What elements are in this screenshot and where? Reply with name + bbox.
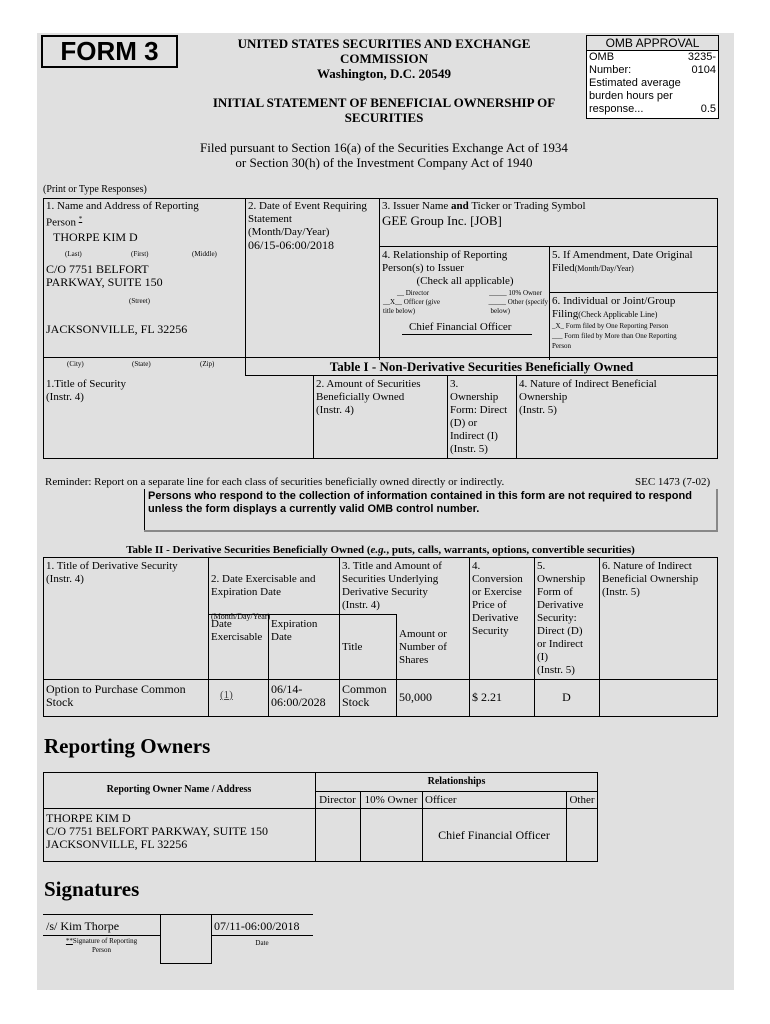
omb-response-value: 0.5 — [700, 103, 716, 115]
omb-burden: burden hours per — [589, 90, 673, 102]
middle-label: (Middle) — [192, 250, 217, 258]
derivative-security-value: Option to Purchase Common Stock — [46, 682, 186, 709]
form-title: FORM 3 — [41, 35, 178, 68]
persons-notice: Persons who respond to the collection of information contained in this form are not required to respond unless the form displays a currently valid OMB control number. — [144, 489, 718, 531]
box4-label2: Person(s) to Issuer — [382, 262, 464, 274]
omb-title: OMB APPROVAL — [587, 36, 718, 51]
agency-line2: COMMISSION — [339, 51, 429, 66]
underlying-amount-value: 50,000 — [399, 690, 432, 704]
last-label: (Last) — [65, 250, 82, 258]
omb-number-part1: 3235- — [687, 51, 716, 63]
filed-pursuant — [147, 140, 621, 170]
director-option: __ Director — [397, 289, 430, 297]
date-label: Date — [255, 939, 269, 947]
issuer-value: GEE Group Inc. [JOB] — [382, 213, 502, 228]
box4-label3: (Check all applicable) — [416, 275, 514, 287]
owner-officer-value: Chief Financial Officer — [438, 828, 550, 842]
owner-line3: JACKSONVILLE, FL 32256 — [46, 837, 188, 851]
form-page — [37, 33, 734, 990]
table2-title — [43, 544, 718, 557]
signature-label — [43, 937, 160, 955]
officer-title: Chief Financial Officer — [409, 321, 512, 333]
table2-title-post: , puts, calls, warrants, options, convertible securities) — [386, 544, 635, 556]
event-date-value: 06/15-06:00/2018 — [248, 238, 334, 252]
box6-label2: Filing — [552, 308, 579, 320]
agency-line1: UNITED STATES SECURITIES AND EXCHANGE — [237, 36, 531, 51]
table2-col-price: 4. Conversion or Exercise Price of Derivative Security — [472, 560, 523, 637]
agency-line3: Washington, D.C. 20549 — [317, 66, 451, 81]
box4-label1: 4. Relationship of Reporting — [382, 249, 508, 261]
table1-title: Table I - Non-Derivative Securities Beneficially Owned — [329, 359, 634, 374]
table2-col-dates-label: 2. Date Exercisable and Expiration Date — [211, 573, 316, 598]
table2-col-title: 1. Title of Derivative Security (Instr. 4) — [46, 560, 178, 585]
box5-label2: Filed — [552, 262, 575, 274]
relationships-header: Relationships — [427, 776, 486, 787]
filing-option-person: Person — [552, 342, 572, 350]
sub-title: Title — [342, 641, 363, 653]
box5-label1: 5. If Amendment, Date Original — [552, 249, 693, 261]
box1-reporting-person — [46, 200, 242, 230]
owner-name-address — [46, 812, 268, 851]
sub-amount: Amount or Number of Shares — [399, 628, 447, 666]
box2-event-date — [248, 200, 378, 252]
box1-label: 1. Name and Address of Reporting — [46, 200, 199, 212]
print-note: (Print or Type Responses) — [43, 184, 147, 195]
other-header: Other — [569, 794, 595, 806]
other-option: _____ Other (specify — [488, 298, 548, 306]
box4-relationship — [382, 249, 548, 288]
box1-footnote[interactable]: * — [78, 215, 83, 223]
table1-col-amount: 2. Amount of Securities Beneficially Owned (Instr. 4) — [316, 378, 421, 416]
box2-label3: (Month/Day/Year) — [248, 226, 330, 238]
agency-header — [197, 36, 571, 81]
statement-title — [187, 95, 581, 125]
box2-label2: Statement — [248, 213, 292, 225]
state-label: (State) — [132, 360, 151, 368]
signatures-heading: Signatures — [44, 877, 140, 901]
table2-title-pre: Table II - Derivative Securities Beneficially Owned ( — [126, 544, 371, 556]
box3-label-post: Ticker or Trading Symbol — [468, 200, 586, 212]
owner-line1: THORPE KIM D — [46, 811, 131, 825]
officer-header: Officer — [425, 794, 457, 806]
table2-col-underlying: 3. Title and Amount of Securities Underlying Derivative Security (Instr. 4) — [342, 560, 442, 611]
statement-line2: SECURITIES — [344, 110, 424, 125]
owner-line2: C/O 7751 BELFORT PARKWAY, SUITE 150 — [46, 824, 268, 838]
ownership-form-value: D — [562, 690, 571, 704]
box6-label3: (Check Applicable Line) — [578, 310, 658, 319]
expiration-date-value: 06/14- 06:00/2028 — [271, 682, 326, 709]
city-state-zip: JACKSONVILLE, FL 32256 — [46, 322, 188, 336]
table1-col-nature: 4. Nature of Indirect Beneficial Ownership (Instr. 5) — [519, 378, 657, 416]
date-exercisable-footnote[interactable]: (1) — [220, 689, 233, 701]
reminder-text: Reminder: Report on a separate line for each class of securities beneficially owned directly or indirectly. — [45, 476, 505, 488]
signer-name: /s/ Kim Thorpe — [46, 919, 120, 933]
table2-col-ownership: 5. Ownership Form of Derivative Security: Direct (D) or Indirect (I) (Instr. 5) — [537, 560, 586, 676]
owner-option: _____ 10% Owner — [489, 289, 542, 297]
box6-filing — [552, 295, 717, 351]
title-below: title below) — [383, 307, 416, 315]
statement-line1: INITIAL STATEMENT OF BENEFICIAL OWNERSHIP OF — [212, 95, 556, 110]
zip-label: (Zip) — [200, 360, 215, 368]
first-label: (First) — [131, 250, 149, 258]
box5-label3: (Month/Day/Year) — [574, 264, 634, 273]
city-label: (City) — [67, 360, 84, 368]
omb-number-part2: 0104 — [691, 64, 716, 76]
box6-label1: 6. Individual or Joint/Group — [552, 295, 676, 307]
director-header: Director — [319, 794, 356, 806]
omb-approval-box — [586, 35, 719, 119]
filing-option-more: ___ Form filed by More than One Reporting — [552, 332, 677, 340]
table1-col-title: 1.Title of Security (Instr. 4) — [46, 378, 126, 403]
underlying-title-value: Common Stock — [342, 682, 387, 709]
omb-number-label: Number: — [589, 64, 632, 76]
signature-label-text: Signature of Reporting Person — [72, 937, 138, 954]
officer-option: __X__ Officer (give — [383, 298, 441, 306]
ten-percent-owner-header: 10% Owner — [364, 794, 418, 806]
street-line1: C/O 7751 BELFORT — [46, 262, 149, 276]
table1-col-ownership: 3. Ownership Form: Direct (D) or Indirect (I) (Instr. 5) — [450, 378, 508, 455]
street-line2: PARKWAY, SUITE 150 — [46, 275, 163, 289]
sec-code: SEC 1473 (7-02) — [635, 476, 711, 488]
omb-label: OMB — [589, 51, 615, 63]
signature-date: 07/11-06:00/2018 — [214, 919, 300, 933]
box5-amendment — [552, 249, 717, 275]
owner-name-header: Reporting Owner Name / Address — [106, 784, 252, 795]
box3-issuer — [382, 200, 586, 228]
box1-label2: Person — [46, 216, 76, 229]
filed-line1: Filed pursuant to Section 16(a) of the Securities Exchange Act of 1934 — [200, 140, 568, 155]
omb-response-label: response... — [589, 103, 644, 115]
omb-estimated: Estimated average — [589, 77, 681, 89]
below-label: below) — [490, 307, 510, 315]
sub-expiration-date: Expiration Date — [271, 618, 318, 643]
filed-line2: or Section 30(h) of the Investment Company Act of 1940 — [235, 155, 533, 170]
box2-label1: 2. Date of Event Requiring — [248, 200, 367, 212]
reporting-person-name: THORPE KIM D — [53, 230, 138, 244]
table2-col-nature: 6. Nature of Indirect Beneficial Ownership (Instr. 5) — [602, 560, 699, 598]
relationship-options — [383, 289, 548, 316]
reporting-owners-heading: Reporting Owners — [44, 734, 211, 758]
street-label: (Street) — [129, 297, 150, 305]
filing-option-one: _X_ Form filed by One Reporting Person — [552, 322, 669, 330]
exercise-price-value: $ 2.21 — [472, 690, 502, 704]
table2-title-eg: e.g. — [370, 544, 387, 556]
sub-date-exercisable: Date Exercisable — [211, 618, 263, 643]
box3-label-pre: 3. Issuer Name — [382, 200, 452, 212]
signature-footnote[interactable]: ** — [65, 937, 73, 945]
table2-col-dates-format: (Month/Day/Year) — [211, 612, 271, 621]
street-address — [46, 263, 163, 289]
box3-label-bold: and — [451, 200, 469, 212]
